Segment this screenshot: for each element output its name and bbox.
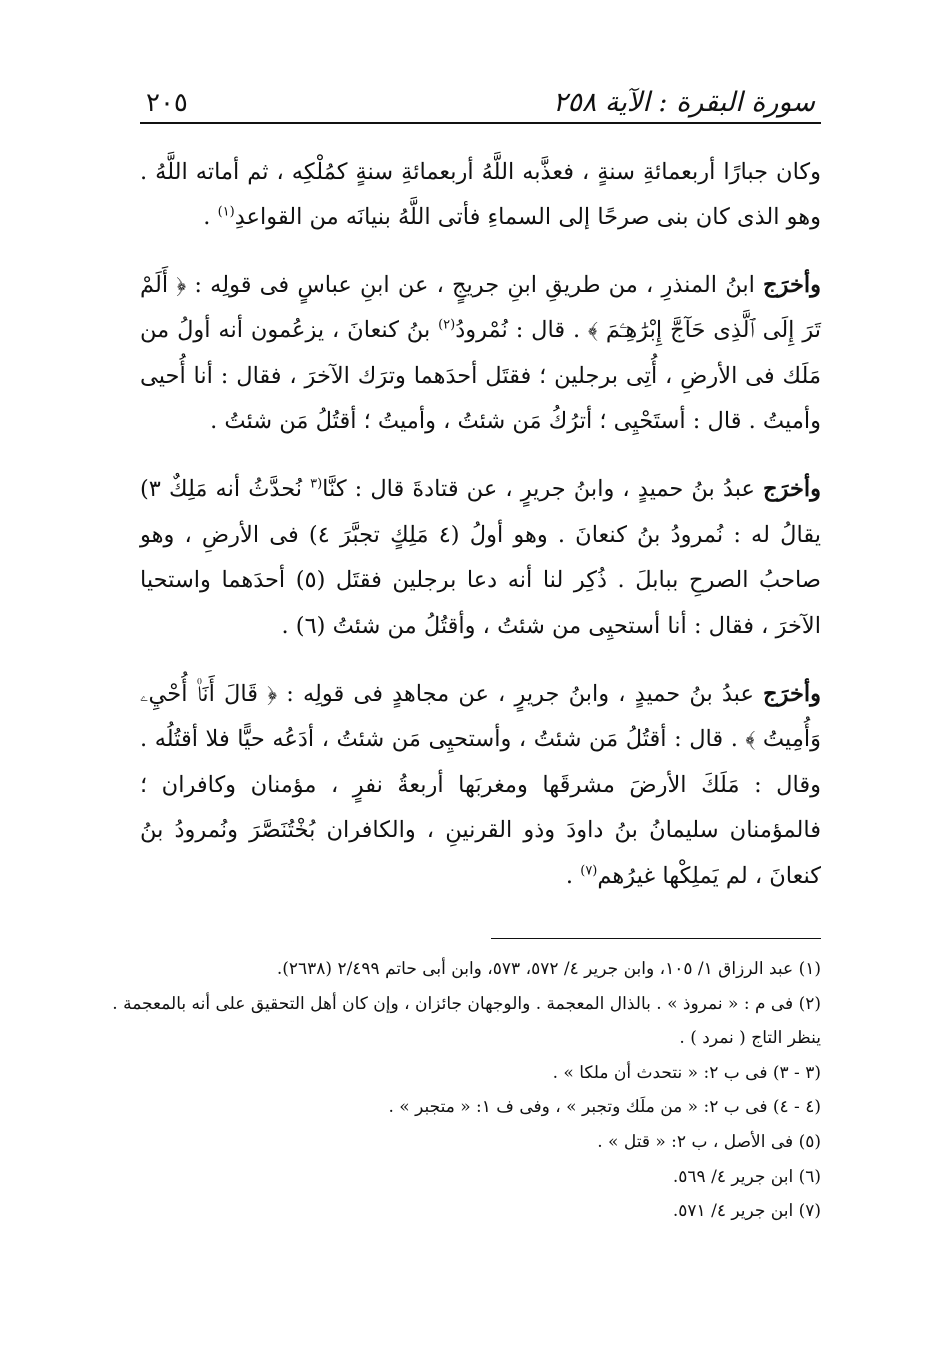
page-number: ٢٠٥ [146, 88, 188, 118]
footnote-4: (٤ - ٤) فى ب ٢: « من ملَك وتجبر » ، وفى ف ١: « متجبر » . [388, 1097, 821, 1118]
paragraph-lead: وأخرَج [763, 681, 821, 708]
main-text [140, 150, 821, 922]
page-header [140, 68, 821, 118]
paragraph-tail: بنُ كنعانَ ، يزعُمون أنه أولُ من مَلَك فى الأرضِ ، أُتِى برجلين ؛ فقتَل أحدَهما وترَك الآخرَ ، فقال : أنا أُحيى وأميتُ . قال : أستَحْيِى ؛ أترُكُ مَن شئتُ ، وأميتُ ؛ أقتُلُ مَن شئتُ . [140, 317, 821, 435]
paragraph-tail: . [565, 862, 581, 889]
footnote-5: (٥) فى الأصل ، ب ٢: « قتل » . [597, 1131, 821, 1152]
paragraph-lead: وأخرَج [763, 271, 821, 298]
footnote-1: (١) عبد الرزاق ١/ ١٠٥، وابن جرير ٤/ ٥٧٢، ٥٧٣، وابن أبى حاتم ٢/٤٩٩ (٢٦٣٨). [276, 959, 821, 979]
footnotes [112, 952, 821, 1229]
paragraph-2 [140, 263, 821, 445]
footnote-7: (٧) ابن جرير ٤/ ٥٧١. [672, 1201, 821, 1222]
paragraph-3 [140, 467, 821, 649]
paragraph-tail: نُحدَّثُ أنه مَلِكٌ ٣) يقالُ له : نُمرودُ بنُ كنعانَ . وهو أولُ (٤ مَلِكٍ تجبَّرَ ٤) فى الأرضِ ، وهو صاحبُ الصرحِ ببابلَ . ذُكِر لنا أنه دعا برجلين فقتَل (٥) أحدَهما واستحيا الآخرَ ، فقال : أنا أستحيِى من شئتُ ، وأقتُلُ من شئتُ (٦) . [140, 476, 822, 639]
paragraph-text: عبدُ بنُ حميدٍ ، وابنُ جريرٍ ، عن مجاهدٍ فى قولِه : ﴿ قَالَ أَنَا۠ أُحْيِۦ وَأُمِيتُ ﴾ . قال : أقتُلُ مَن شئتُ ، وأستحيِى مَن شئتُ ، أدَعُه حيًّا فلا أقتُلُه . وقال : مَلَكَ الأرضَ مشرقَها ومغربَها أربعةُ نفرٍ ، مؤمنان وكافران ؛ فالمؤمنان سليمانُ بنُ داودَ وذو القرنينِ ، والكافران بُخْتُنَصَّرَ ونُمرودُ بنُ كنعانَ ، لم يَملِكْها غيرُهم [140, 681, 821, 889]
paragraph-4 [140, 672, 821, 899]
paragraph-1 [140, 150, 821, 241]
paragraph-tail: . [203, 204, 218, 231]
running-title: سورة البقرة : الآية ٢٥٨ [552, 87, 815, 118]
paragraph-lead: وأخرَج [763, 476, 821, 503]
paragraph-text: عبدُ بنُ حميدٍ ، وابنُ جريرٍ ، عن قتادةَ قال : كنَّا [322, 476, 764, 503]
footnote-rule [491, 938, 821, 939]
footnote-marker: (٣ [310, 476, 323, 492]
footnote-marker: (٧) [580, 863, 598, 879]
paragraph-text: وكان جبارًا أربعمائةِ سنةٍ ، فعذَّبه اللَّهُ أربعمائةِ سنةٍ كمُلْكِه ، ثم أماته اللَّهُ . وهو الذى كان بنى صرحًا إلى السماءِ فأتى اللَّهُ بنيانَه من القواعدِ [140, 159, 821, 231]
footnote-2-continued: ينظر التاج ( نمرد ) . [679, 1028, 821, 1049]
paragraph-text: ابنُ المنذرِ ، من طريقِ ابنِ جريجٍ ، عن ابنِ عباسٍ فى قولِه : ﴿ أَلَمْ تَرَ إِلَى ٱلَّذِى حَآجَّ إِبْرَٰهِـۧمَ ﴾ . قال : نُمْرودُ [140, 271, 821, 344]
footnote-2: (٢) فى م : « نمروذ » . بالذال المعجمة . والوجهان جائزان ، وإن كان أهل التحقيق على أنه بالمعجمة . [112, 993, 821, 1014]
header-rule [140, 122, 821, 124]
footnote-6: (٦) ابن جرير ٤/ ٥٦٩. [672, 1166, 821, 1187]
footnote-marker: (١) [217, 204, 235, 220]
footnote-3: (٣ - ٣) فى ب ٢: « نتحدث أن ملكا » . [552, 1062, 821, 1083]
footnote-marker: (٢) [438, 317, 456, 333]
